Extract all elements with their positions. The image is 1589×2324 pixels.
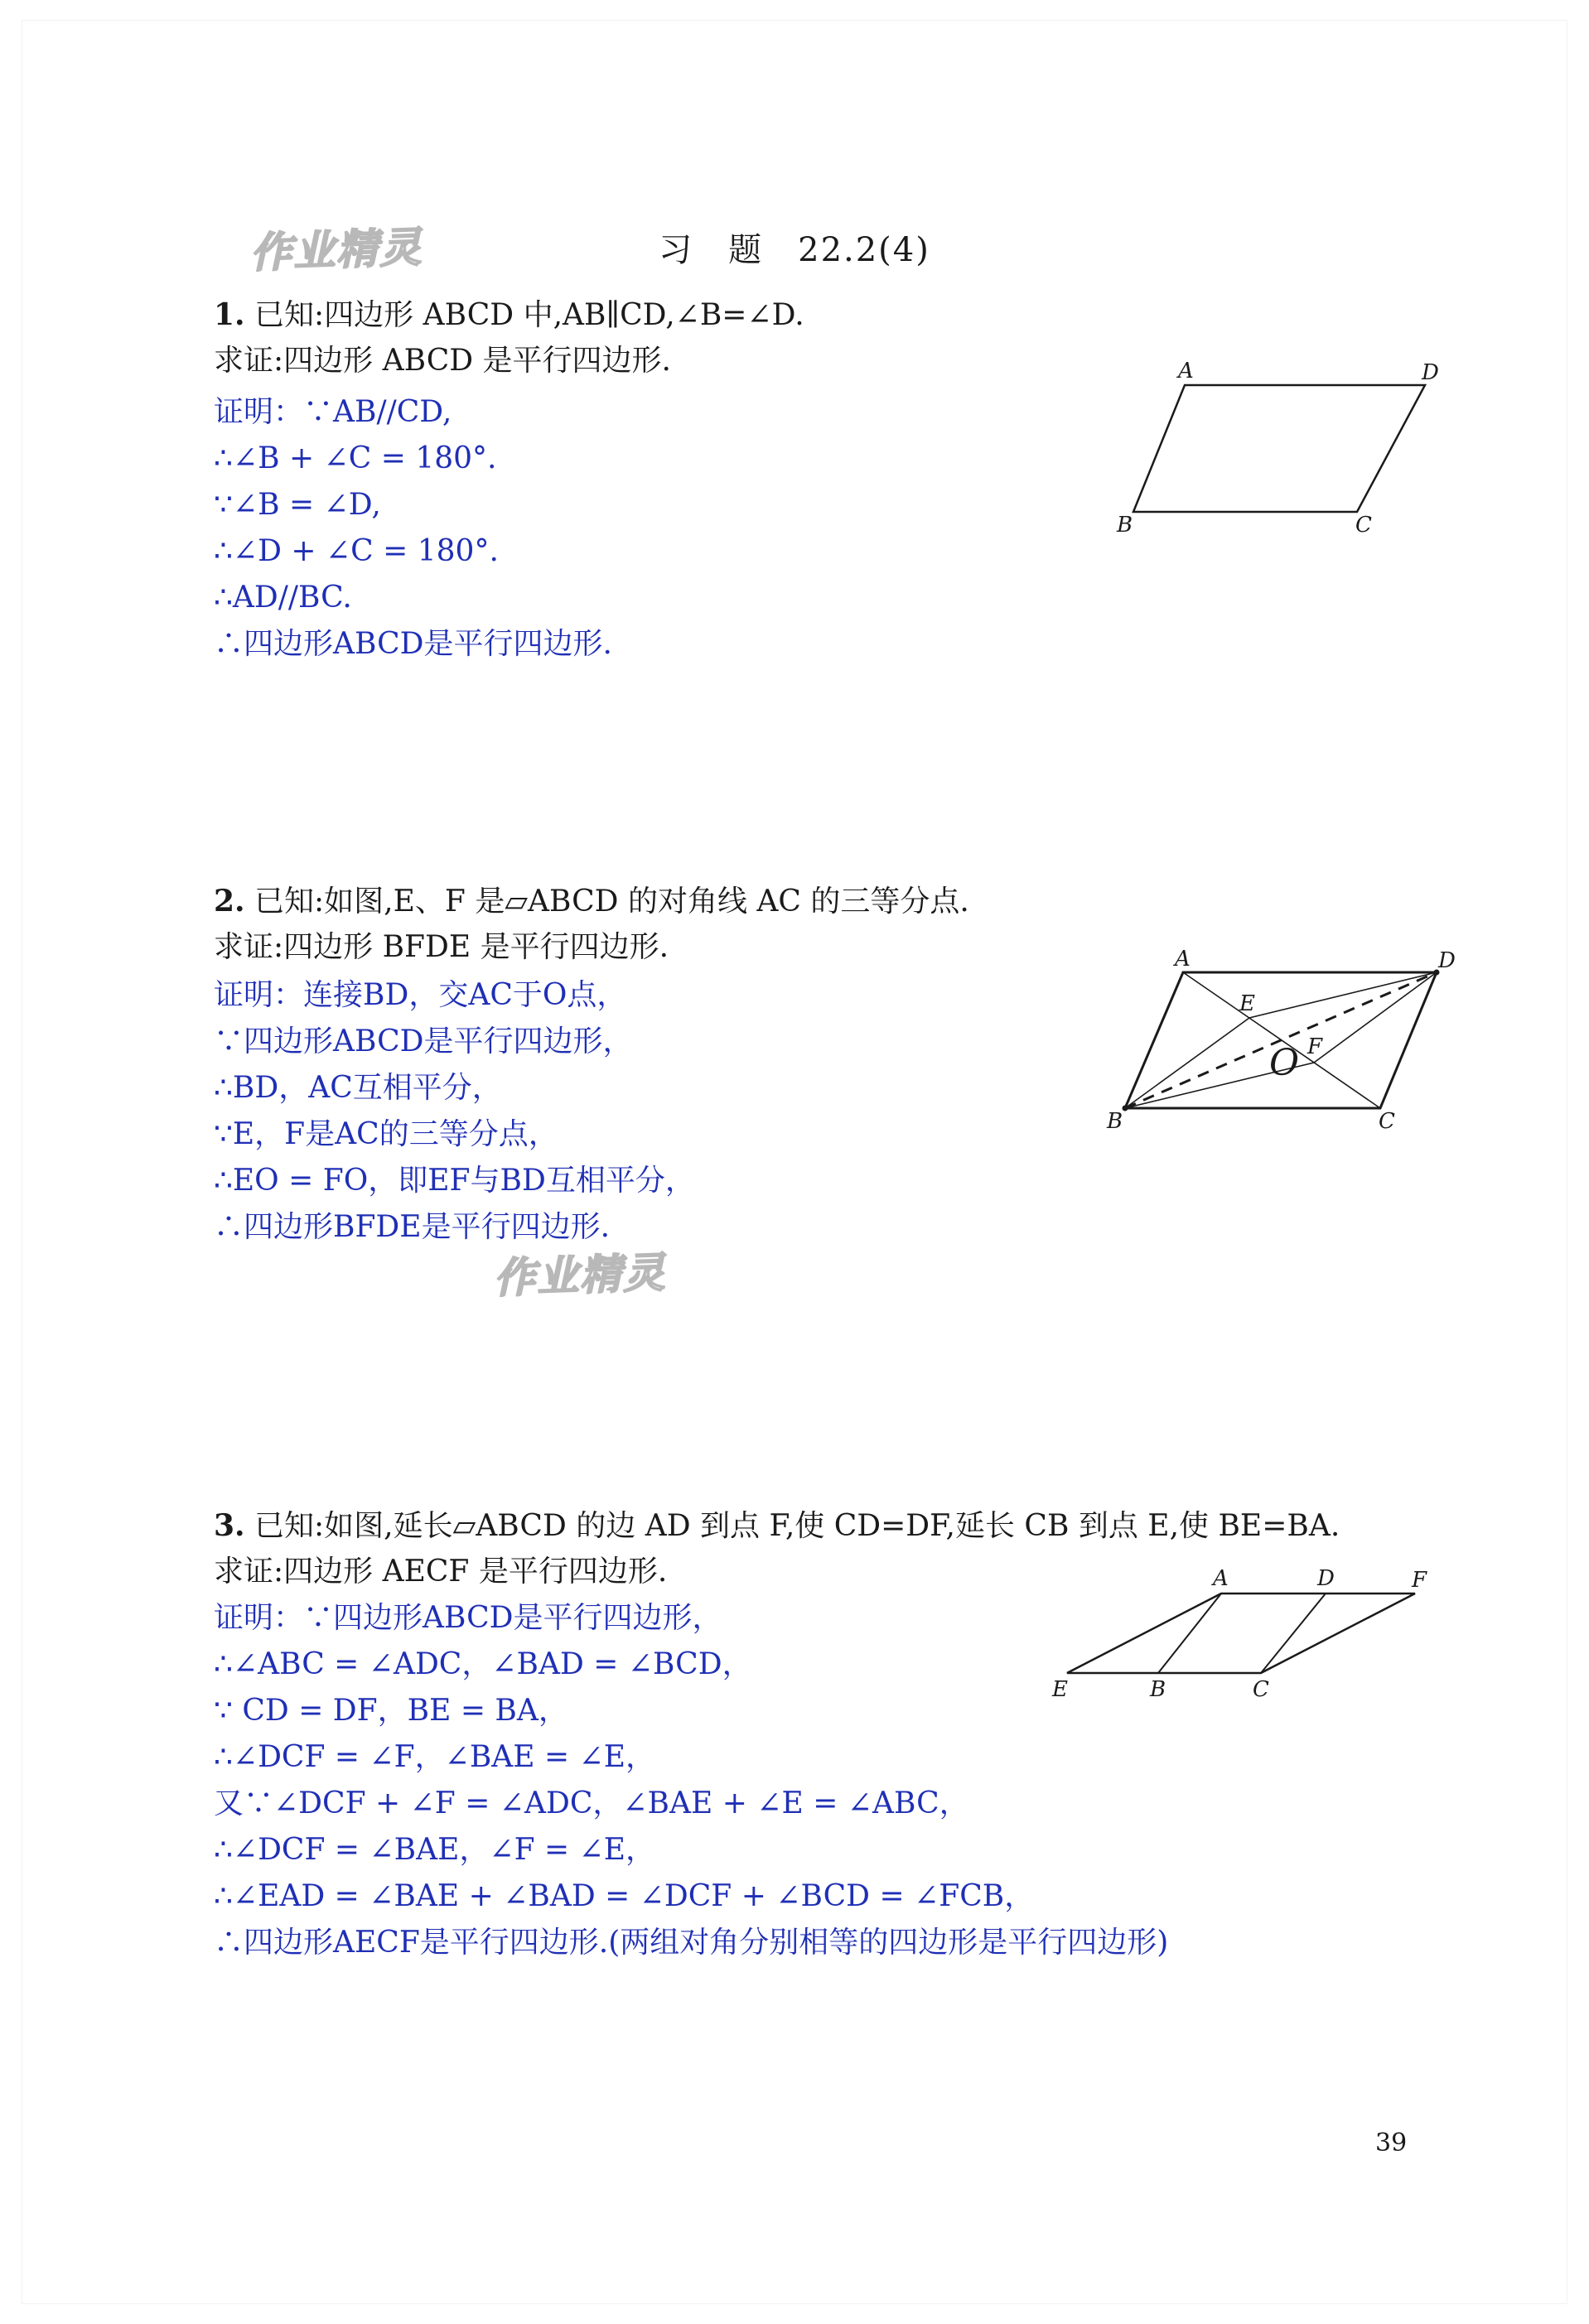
problem-1-solution-line: ∴AD//BC. (214, 581, 352, 615)
label-d: D (1422, 360, 1439, 385)
figure-3-parallelogram (1036, 1557, 1450, 1706)
problem-3-solution-line: ∴∠EAD = ∠BAE + ∠BAD = ∠DCF + ∠BCD = ∠FCB， (214, 1879, 1035, 1913)
problem-2-solution-line: ∴EO = FO，即EF与BD互相平分， (214, 1164, 695, 1198)
label-a: A (1213, 1566, 1229, 1591)
label-d: D (1438, 948, 1456, 973)
label-e: E (1052, 1677, 1068, 1702)
problem-2-solution-line: ∵E，F是AC的三等分点， (214, 1117, 558, 1151)
problem-3-solution-line: 又∵∠DCF + ∠F = ∠ADC，∠BAE + ∠E = ∠ABC， (214, 1786, 969, 1820)
watermark-logo: 作业精灵 (249, 223, 424, 277)
label-c: C (1379, 1109, 1395, 1134)
page-title: 习 题 22.2(4) (659, 231, 930, 269)
page-number: 39 (1375, 2129, 1408, 2158)
problem-2-solution-line: 证明：连接BD，交AC于O点， (214, 978, 627, 1012)
label-b: B (1150, 1677, 1166, 1702)
problem-3-solution-line: ∴∠DCF = ∠F，∠BAE = ∠E， (214, 1740, 656, 1774)
problem-2-prove: 求证:四边形 BFDE 是平行四边形. (214, 930, 669, 964)
watermark-logo: 作业精灵 (493, 1248, 668, 1303)
label-f: F (1412, 1568, 1427, 1593)
label-f: F (1307, 1034, 1323, 1059)
label-a: A (1175, 947, 1191, 972)
label-b: B (1107, 1109, 1123, 1134)
problem-1-solution-line: ∴∠D + ∠C = 180°. (214, 534, 499, 568)
problem-1-solution-line: ∵∠B = ∠D, (214, 488, 381, 522)
problem-3-statement: 3. 已知:如图,延长▱ABCD 的边 AD 到点 F,使 CD=DF,延长 CB 到点 E,使 BE=BA. (214, 1508, 1340, 1543)
problem-3-solution-line: ∴四边形AECF是平行四边形.(两组对角分别相等的四边形是平行四边形) (214, 1926, 1169, 1960)
problem-3-solution-line: ∴∠ABC = ∠ADC，∠BAD = ∠BCD， (214, 1647, 752, 1681)
problem-1-solution-line: 证明：∵AB//CD, (214, 395, 452, 429)
problem-2-statement: 2. 已知:如图,E、F 是▱ABCD 的对角线 AC 的三等分点. (214, 884, 969, 919)
problem-1-solution-line: ∴∠B + ∠C = 180°. (214, 441, 497, 475)
figure-1-parallelogram (1102, 348, 1450, 547)
problem-2-solution-line: ∴四边形BFDE是平行四边形. (214, 1210, 611, 1244)
label-e: E (1239, 991, 1255, 1016)
problem-2-solution-line: ∴BD，AC互相平分， (214, 1071, 502, 1105)
label-a: A (1178, 359, 1194, 383)
label-c: C (1355, 513, 1372, 538)
label-o: O (1269, 1042, 1300, 1084)
problem-2-solution-line: ∵四边形ABCD是平行四边形， (214, 1025, 633, 1058)
problem-3-solution-line: ∵ CD = DF，BE = BA， (214, 1694, 568, 1728)
problem-3-prove: 求证:四边形 AECF 是平行四边形. (214, 1555, 668, 1589)
label-b: B (1117, 513, 1133, 538)
problem-1-statement: 1. 已知:四边形 ABCD 中,AB∥CD,∠B=∠D. (214, 297, 804, 332)
label-c: C (1253, 1677, 1269, 1702)
problem-3-solution-line: ∴∠DCF = ∠BAE，∠F = ∠E， (214, 1833, 656, 1867)
problem-1-solution-line: ∴四边形ABCD是平行四边形. (214, 627, 612, 661)
problem-3-solution-line: 证明：∵四边形ABCD是平行四边形， (214, 1601, 722, 1635)
problem-1-prove: 求证:四边形 ABCD 是平行四边形. (214, 344, 671, 378)
label-d: D (1317, 1566, 1335, 1591)
figure-2-parallelogram (1085, 936, 1475, 1151)
